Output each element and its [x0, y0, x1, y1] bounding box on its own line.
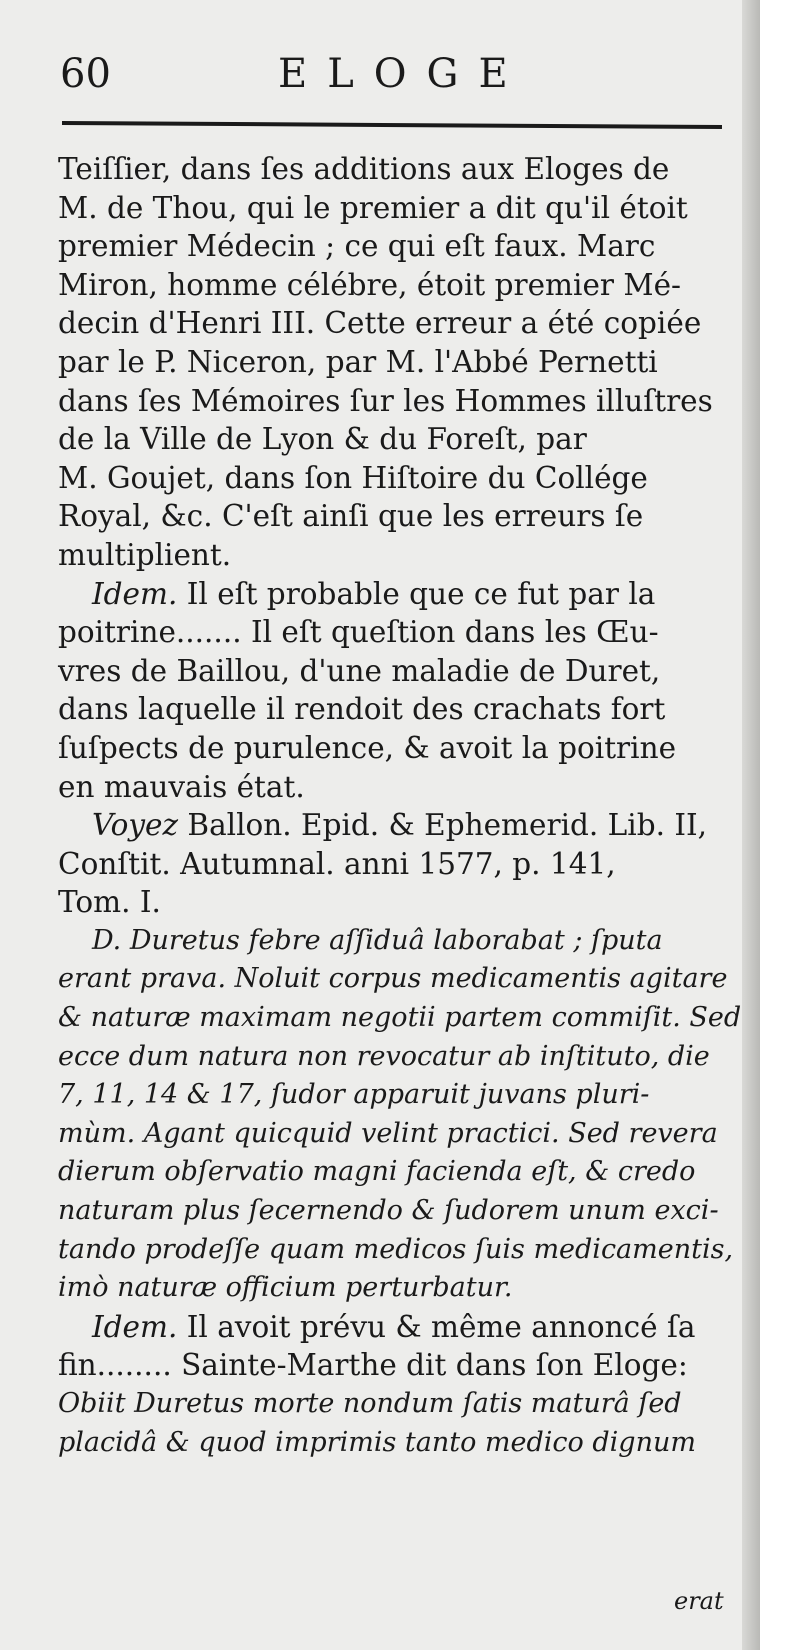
- line-text: 7, 11, 14 & 17, ſudor apparuit juvans pluri-: [58, 1079, 650, 1111]
- catchword: erat: [674, 1587, 724, 1615]
- text-line: [58, 1385, 730, 1424]
- line-text: Ballon. Epid. & Ephemerid. Lib. II,: [178, 808, 708, 843]
- line-text: Royal, &c. C'eſt ainſi que les erreurs ſe: [58, 499, 644, 534]
- line-text: multiplient.: [58, 537, 232, 572]
- text-line: [58, 189, 730, 228]
- line-text: D. Duretus febre aſſiduâ laborabat ; ſputa: [92, 924, 663, 956]
- line-text: dans ſes Mémoires ſur les Hommes illuſtres: [58, 383, 713, 418]
- text-line: [58, 806, 730, 845]
- line-text: Miron, homme célébre, étoit premier Mé-: [58, 267, 682, 302]
- text-line: [58, 497, 730, 536]
- text-line: [58, 1308, 730, 1347]
- text-line: [58, 150, 730, 189]
- line-lead-italic: Voyez: [92, 808, 179, 843]
- line-text: Obiit Duretus morte nondum ſatis maturâ ſed: [58, 1388, 682, 1419]
- line-text: par le P. Niceron, par M. l'Abbé Pernetti: [58, 344, 658, 379]
- text-line: [58, 266, 730, 305]
- header-rule: [62, 121, 722, 129]
- text-line: [58, 575, 730, 614]
- text-line: [58, 227, 730, 266]
- line-text: dans laquelle il rendoit des crachats fort: [58, 692, 666, 727]
- line-text: premier Médecin ; ce qui eſt faux. Marc: [58, 229, 656, 264]
- line-text: M. de Thou, qui le premier a dit qu'il étoit: [58, 190, 688, 225]
- line-text: fin........ Sainte-Marthe dit dans ſon Eloge:: [58, 1348, 688, 1383]
- text-line: [58, 1153, 730, 1192]
- text-line: [58, 304, 730, 343]
- line-text: ecce dum natura non revocatur ab inſtituto, die: [58, 1040, 710, 1072]
- text-line: [58, 1076, 730, 1115]
- text-line: [58, 613, 730, 652]
- line-text: en mauvais état.: [58, 769, 305, 804]
- line-text: mùm. Agant quicquid velint practici. Sed revera: [58, 1117, 718, 1149]
- line-text: Teiſſier, dans ſes additions aux Eloges de: [58, 152, 670, 186]
- line-text: Tom. I.: [58, 885, 161, 920]
- line-text: de la Ville de Lyon & du Foreſt, par: [58, 422, 587, 457]
- text-line: [58, 999, 742, 1038]
- page-number: 60: [60, 51, 111, 97]
- text-line: [58, 729, 730, 768]
- text-line: [58, 1346, 730, 1385]
- text-line: [58, 1231, 734, 1270]
- line-text: Il avoit prévu & même annoncé ſa: [177, 1309, 696, 1344]
- text-line: [58, 382, 730, 421]
- text-line: [58, 1424, 730, 1463]
- line-lead-italic: Idem.: [92, 576, 178, 611]
- line-text: Il eſt probable que ce fut par la: [177, 576, 656, 611]
- text-line: [58, 420, 730, 459]
- page-edge-shadow: [742, 0, 760, 1650]
- text-line: [58, 459, 730, 498]
- running-title: ELOGE: [278, 51, 528, 97]
- text-line: [58, 1192, 730, 1231]
- line-text: imò naturæ officium perturbatur.: [58, 1272, 513, 1304]
- line-text: poitrine....... Il eſt queſtion dans les Œu-: [58, 615, 659, 650]
- line-text: decin d'Henri III. Cette erreur a été copiée: [58, 306, 702, 341]
- text-line: [58, 690, 730, 729]
- line-text: erant prava. Noluit corpus medicamentis agitare: [58, 963, 728, 995]
- text-line: [58, 1269, 730, 1308]
- line-text: naturam plus ſecernendo & ſudorem unum exci-: [58, 1195, 719, 1227]
- text-line: [58, 343, 730, 382]
- text-line: [58, 768, 730, 807]
- text-line: [58, 652, 730, 691]
- text-line: [58, 1038, 730, 1077]
- line-text: Conſtit. Autumnal. anni 1577, p. 141,: [58, 846, 616, 881]
- line-text: tando prodeſſe quam medicos ſuis medicamentis,: [58, 1233, 734, 1265]
- page-header: [60, 46, 710, 102]
- line-text: vres de Baillou, d'une maladie de Duret,: [58, 653, 661, 688]
- text-line: [58, 536, 730, 575]
- line-text: M. Goujet, dans ſon Hiſtoire du Collége: [58, 460, 648, 495]
- line-text: & naturæ maximam negotii partem commiſit. Sed: [58, 1002, 742, 1034]
- line-lead-italic: Idem.: [92, 1309, 178, 1344]
- line-text: dierum obſervatio magni facienda eſt, & credo: [58, 1156, 696, 1188]
- line-text: ſuſpects de purulence, & avoit la poitrine: [58, 730, 677, 765]
- text-line: [58, 883, 730, 922]
- text-line: [58, 960, 730, 999]
- text-line: [58, 845, 730, 884]
- text-line: [58, 1115, 730, 1154]
- line-text: placidâ & quod imprimis tanto medico dignum: [58, 1426, 696, 1458]
- text-line: [58, 922, 730, 961]
- body-text: [58, 150, 742, 1462]
